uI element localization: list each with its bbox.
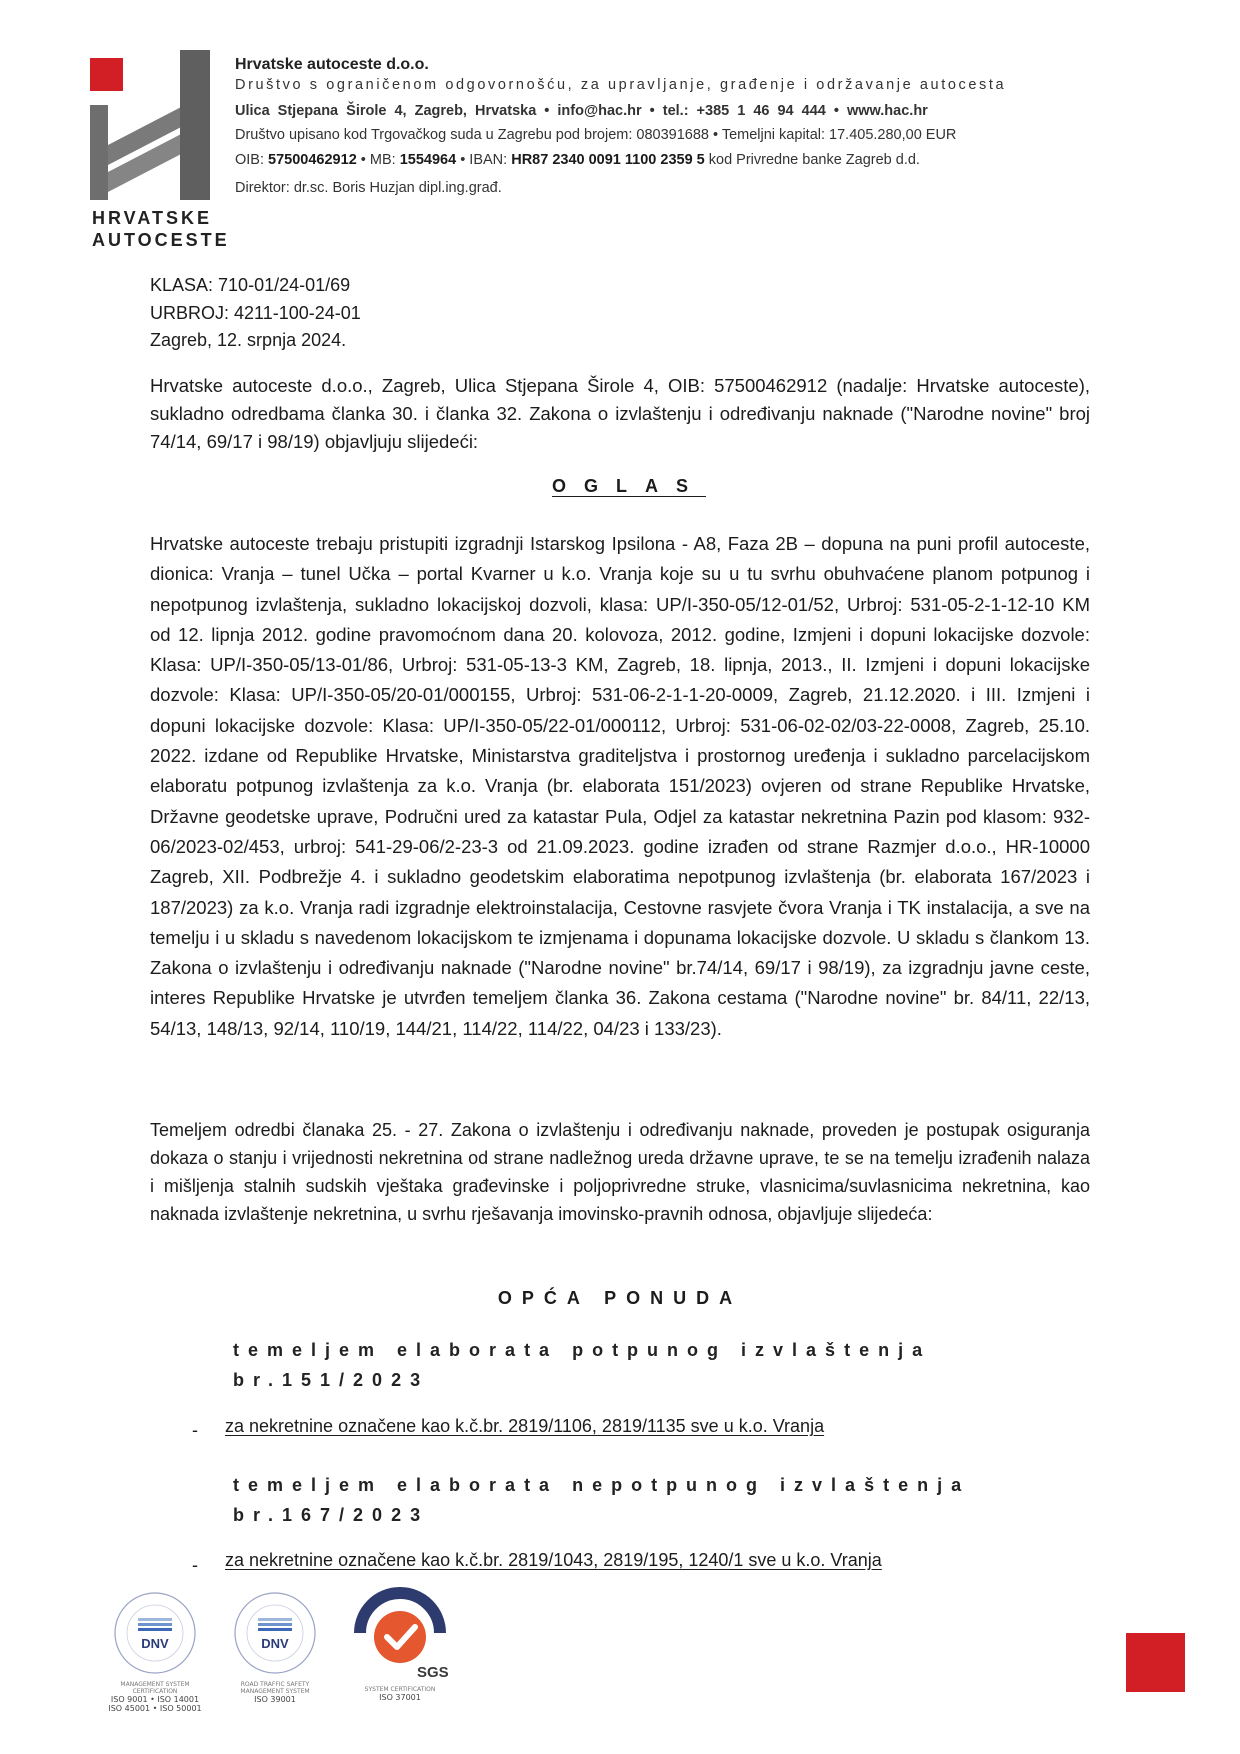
cert-sgs-iso37001	[345, 1585, 455, 1705]
section-2-bullet: -	[192, 1555, 198, 1575]
oglas-heading	[0, 476, 1240, 497]
sgs-badge	[345, 1585, 455, 1681]
dnv-ring-text-1: MANAGEMENT SYSTEM CERTIFICATION	[120, 1681, 190, 1695]
ponuda-heading: OPĆA PONUDA	[497, 1288, 743, 1308]
section-2-heading: temeljem elaborata nepotpunog izvlaštenja	[233, 1475, 971, 1495]
logo-word-hrvatske: HRVATSKE	[92, 208, 213, 228]
dnv-standards-1a: ISO 9001 • ISO 14001	[110, 1695, 200, 1704]
iban-label: • IBAN:	[456, 152, 512, 168]
body-paragraph: Hrvatske autoceste trebaju pristupiti izgradnji Istarskog Ipsilona - A8, Faza 2B – dopuna na puni profil autoceste, dionica: Vranja – tunel Učka – portal Kvarner u k.o. Vranja koje su u tu svrhu obuhvaćene planom potpunog i nepotpunog izvlaštenja, sukladno lokacijskoj dozvoli, klasa: UP/I-350-05/12-01/52, Urbroj: 531-05-2-1-12-10 KM od 12. lipnja 2012. godine pravomoćnom dana 20. kolovoza, 2012. godine, Izmjeni i dopuni lokacijske dozvole: Klasa: UP/I-350-05/13-01/86, Urbroj: 531-05-13-3 KM, Zagreb, 18. lipnja, 2013., II. Izmjeni i dopuni lokacijske dozvole: Klasa: UP/I-350-05/20-01/000155, Urbroj: 531-06-2-1-1-20-0009, Zagreb, 21.12.2020. i III. Izmjeni i dopuni lokacijske dozvole: Klasa: UP/I-350-05/22-01/000112, Urbroj: 531-06-02-02/03-22-0008, Zagreb, 25.10. 2022. izdane od Republike Hrvatske, Ministarstva graditeljstva i prostornog uređenja i sukladno parcelacijskom elaboratu potpunog izvlaštenja za k.o. Vranja (br. elaborata 151/2023) ovjeren od strane Republike Hrvatske, Državne geodetske uprave, Područni ured za katastar Pula, Odjel za katastar nekretnina Pazin pod klasom: 932-06/2023-02/453, urbroj: 541-29-06/2-23-3 od 21.09.2023. godine izrađen od strane Razmjer d.o.o., HR-10000 Zagreb, XII. Podbrežje 4. i sukladno geodetskim elaboratima nepotpunog izvlaštenja (br. elaborata 167/2023 i 187/2023) za k.o. Vranja radi izgradnje elektroinstalacija, Cestovne rasvjete čvora Vranja i TK instalacija, a sve na temelju i u skladu s navedenom lokacijskom te izmjenama i dopunama lokacijske dozvole. U skladu s člankom 13. Zakona o izvlaštenju i određivanju naknade ("Narodne novine" br.74/14, 69/17 i 98/19), za izgradnju javne ceste, interes Republike Hrvatske je utvrđen temeljem članka 36. Zakona cestama ("Narodne novine" br. 84/11, 22/13, 54/13, 148/13, 92/14, 110/19, 144/21, 114/22, 114/22, 04/23 i 133/23).	[150, 533, 1090, 1039]
dnv-brand-2: DNV	[261, 1636, 289, 1651]
logo-word-autoceste: AUTOCESTE	[92, 230, 230, 250]
sgs-ring-text: SYSTEM CERTIFICATION	[364, 1686, 436, 1693]
oib-value: 57500462912	[268, 152, 357, 168]
mb-value: 1554964	[399, 152, 457, 168]
footer-red-square	[1126, 1633, 1185, 1692]
sgs-check-circle	[374, 1611, 426, 1663]
section-1-item: za nekretnine označene kao k.č.br. 2819/1106, 2819/1135 sve u k.o. Vranja	[225, 1416, 825, 1436]
oib-label: OIB:	[235, 152, 269, 168]
section-1-bullet: -	[192, 1420, 198, 1440]
logo-gray-bar-right	[180, 50, 210, 200]
section-1-number: br.151/2023	[233, 1370, 430, 1390]
company-director: Direktor: dr.sc. Boris Huzjan dipl.ing.građ.	[235, 180, 502, 196]
bank-name: kod Privredne banke Zagreb d.d.	[704, 152, 920, 168]
dnv-brand-1: DNV	[141, 1636, 169, 1651]
section-2-item: za nekretnine označene kao k.č.br. 2819/1043, 2819/195, 1240/1 sve u k.o. Vranja	[225, 1550, 882, 1570]
logo-red-square	[90, 58, 123, 91]
sgs-brand: SGS	[417, 1664, 449, 1681]
dnv-standards-2: ISO 39001	[254, 1695, 296, 1704]
sgs-standard: ISO 37001	[379, 1693, 421, 1702]
company-name: Hrvatske autoceste d.o.o.	[235, 56, 429, 73]
urbroj: URBROJ: 4211-100-24-01	[150, 303, 361, 323]
intro-paragraph: Hrvatske autoceste d.o.o., Zagreb, Ulica Stjepana Širole 4, OIB: 57500462912 (nadalje: Hrvatske autoceste), sukladno odredbama članka 30. i članka 32. Zakona o izvlaštenju i određivanju naknade ("Narodne novine" broj 74/14, 69/17 i 98/19) objavljuju slijedeći:	[150, 375, 1090, 452]
company-description: Društvo s ograničenom odgovornošću, za upravljanje, građenje i održavanje autocesta	[235, 77, 1007, 93]
cert-dnv-iso9001	[105, 1590, 205, 1713]
cert-dnv-iso39001	[225, 1590, 325, 1704]
mb-label: • MB:	[356, 152, 400, 168]
section-2-number: br.167/2023	[233, 1505, 430, 1525]
klasa: KLASA: 710-01/24-01/69	[150, 275, 351, 295]
document-date: Zagreb, 12. srpnja 2024.	[150, 330, 347, 350]
section-1-heading: temeljem elaborata potpunog izvlaštenja	[233, 1340, 932, 1360]
company-registration: Društvo upisano kod Trgovačkog suda u Zagrebu pod brojem: 080391688 • Temeljni kapital: 17.405.280,00 EUR	[235, 127, 957, 143]
dnv-ring-text-2: ROAD TRAFFIC SAFETY MANAGEMENT SYSTEM	[240, 1681, 310, 1695]
second-paragraph: Temeljem odredbi članaka 25. - 27. Zakona o izvlaštenju i određivanju naknade, proveden je postupak osiguranja dokaza o stanju i vrijednosti nekretnina od strane nadležnog ureda državne uprave, te se na temelju izrađenih nalaza i mišljenja stalnih sudskih vještaka građevinske i poljoprivredne struke, vlasnicima/suvlasnicima nekretnina, kao naknada izvlaštenje nekretnina, u svrhu rješavanja imovinsko-pravnih odnosa, objavljuje slijedeća:	[150, 1120, 1090, 1224]
dnv-badge-1	[105, 1590, 205, 1676]
iban-value: HR87 2340 0091 1100 2359 5	[511, 152, 705, 168]
company-bank-details	[235, 152, 920, 168]
dnv-badge-2	[225, 1590, 325, 1676]
dnv-standards-1b: ISO 45001 • ISO 50001	[108, 1704, 202, 1713]
logo-gray-bar-left	[90, 105, 108, 200]
oglas-title: OGLAS	[551, 476, 706, 496]
company-contact: Ulica Stjepana Širole 4, Zagreb, Hrvatska • info@hac.hr • tel.: +385 1 46 94 444 • www.hac.hr	[235, 103, 928, 119]
